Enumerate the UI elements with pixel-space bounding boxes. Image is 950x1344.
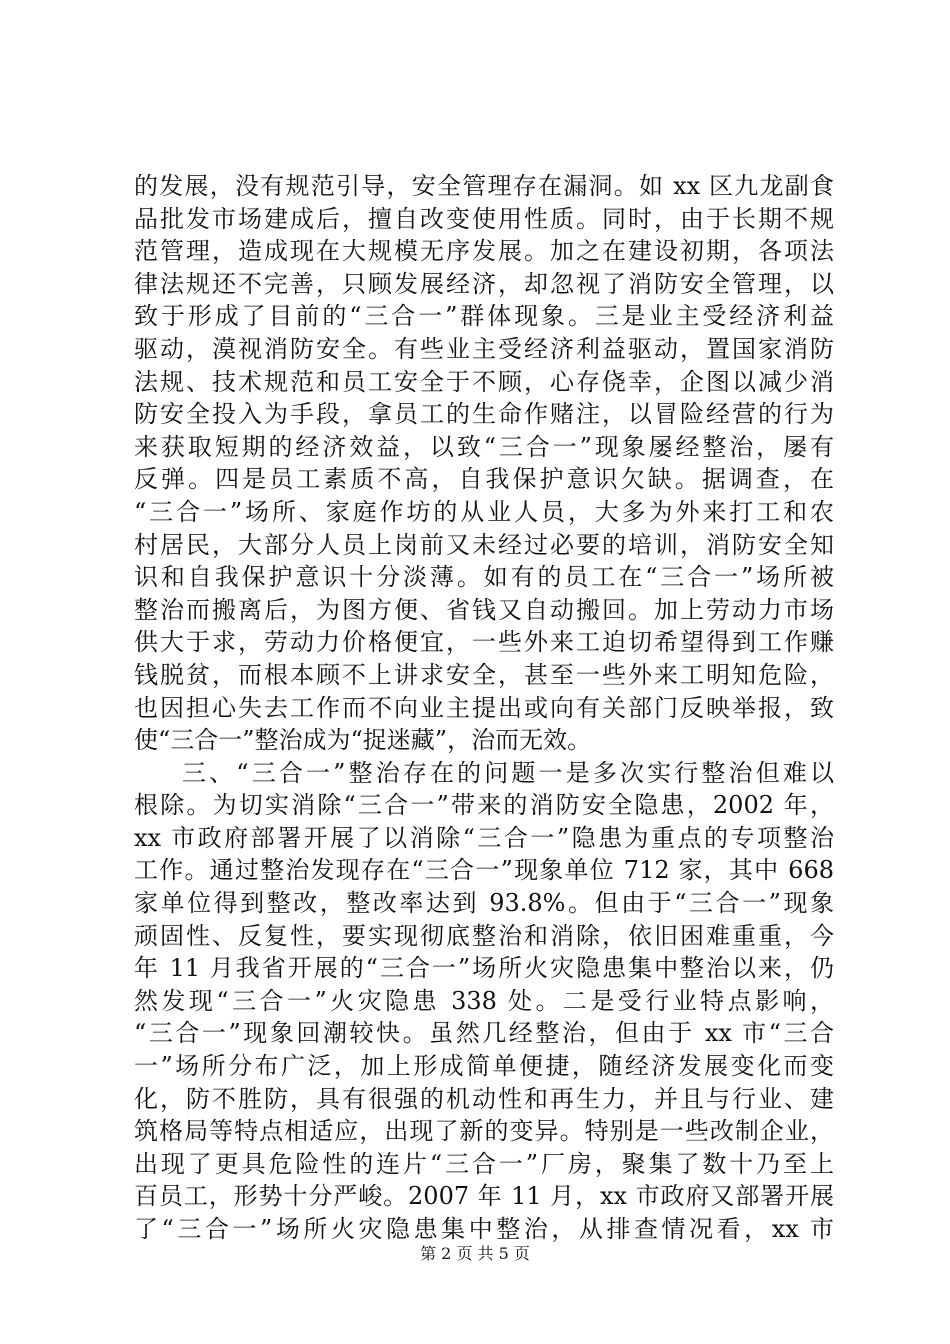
text-line: xx 市政府部署开展了以消除“三合一”隐患为重点的专项整治 bbox=[134, 823, 834, 852]
text-line: “三合一”现象回潮较快。虽然几经整治，但由于 xx 市“三合 bbox=[134, 1019, 834, 1048]
text-line: 年 11 月我省开展的“三合一”场所火灾隐患集中整治以来，仍 bbox=[134, 954, 834, 983]
text-line: 律法规还不完善，只顾发展经济，却忽视了消防安全管理，以 bbox=[134, 269, 834, 298]
text-line: 使“三合一”整治成为“捉迷藏”，治而无效。 bbox=[134, 726, 592, 755]
text-line: 范管理，造成现在大规模无序发展。加之在建设初期，各项法 bbox=[134, 237, 834, 266]
text-line: 化，防不胜防，具有很强的机动性和再生力，并且与行业、建 bbox=[134, 1084, 834, 1113]
text-line: 筑格局等特点相适应，出现了新的变异。特别是一些改制企业， bbox=[134, 1117, 834, 1146]
text-line: 反弹。四是员工素质不高，自我保护意识欠缺。据调查，在 bbox=[134, 465, 834, 494]
text-line: 了“三合一”场所火灾隐患集中整治，从排查情况看，xx 市 bbox=[134, 1215, 834, 1243]
text-line: 驱动，漠视消防安全。有些业主受经济利益驱动，置国家消防 bbox=[134, 334, 834, 363]
text-line: 出现了更具危险性的连片“三合一”厂房，聚集了数十乃至上 bbox=[134, 1149, 834, 1178]
page-number-footer: 第 2 页 共 5 页 bbox=[420, 1244, 530, 1263]
text-line: 供大于求，劳动力价格便宜，一些外来工迫切希望得到工作赚 bbox=[134, 628, 834, 657]
text-line: 防安全投入为手段，拿员工的生命作赌注，以冒险经营的行为 bbox=[134, 400, 834, 429]
text-line: 致于形成了目前的“三合一”群体现象。三是业主受经济利益 bbox=[134, 302, 834, 331]
text-line: 根除。为切实消除“三合一”带来的消防安全隐患，2002 年， bbox=[134, 791, 834, 820]
document-body bbox=[134, 170, 834, 1246]
text-line: 顽固性、反复性，要实现彻底整治和消除，依旧困难重重，今 bbox=[134, 921, 834, 950]
text-line: “三合一”场所、家庭作坊的从业人员，大多为外来打工和农 bbox=[134, 497, 834, 526]
text-line: 整治而搬离后，为图方便、省钱又自动搬回。加上劳动力市场 bbox=[134, 595, 834, 624]
text-line: 来获取短期的经济效益，以致“三合一”现象屡经整治，屡有 bbox=[134, 432, 834, 461]
text-line: 工作。通过整治发现存在“三合一”现象单位 712 家，其中 668 bbox=[134, 856, 834, 885]
text-line: 法规、技术规范和员工安全于不顾，心存侥幸，企图以减少消 bbox=[134, 367, 834, 396]
text-line: 识和自我保护意识十分淡薄。如有的员工在“三合一”场所被 bbox=[134, 563, 834, 592]
text-line: 钱脱贫，而根本顾不上讲求安全，甚至一些外来工明知危险， bbox=[134, 660, 834, 689]
text-line: 品批发市场建成后，擅自改变使用性质。同时，由于长期不规 bbox=[134, 204, 834, 233]
text-line: 一”场所分布广泛，加上形成简单便捷，随经济发展变化而变 bbox=[134, 1052, 834, 1081]
text-line: 家单位得到整改，整改率达到 93.8%。但由于“三合一”现象 bbox=[134, 889, 834, 918]
text-line: 也因担心失去工作而不向业主提出或向有关部门反映举报，致 bbox=[134, 693, 834, 722]
text-line: 然发现“三合一”火灾隐患 338 处。二是受行业特点影响， bbox=[134, 986, 834, 1015]
paragraph-first-line: 三、“三合一”整治存在的问题一是多次实行整治但难以 bbox=[182, 758, 834, 787]
text-line: 的发展，没有规范引导，安全管理存在漏洞。如 xx 区九龙副食 bbox=[134, 172, 834, 200]
text-line: 村居民，大部分人员上岗前又未经过必要的培训，消防安全知 bbox=[134, 530, 834, 559]
text-line: 百员工，形势十分严峻。2007 年 11 月，xx 市政府又部署开展 bbox=[134, 1182, 834, 1211]
